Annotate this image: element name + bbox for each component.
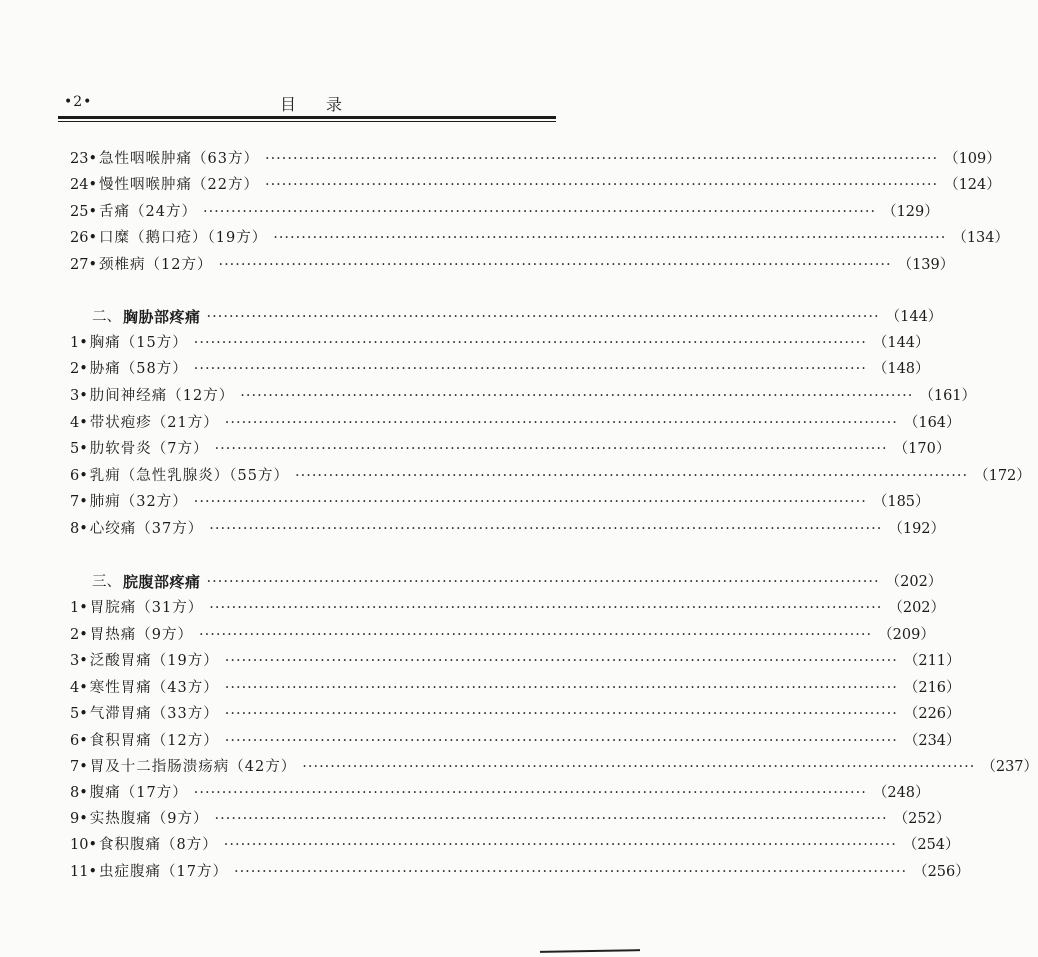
toc-entry bbox=[70, 834, 960, 856]
bullet-dot: • bbox=[79, 706, 88, 722]
entry-number: 10 bbox=[70, 837, 89, 853]
entry-number: 3 bbox=[70, 388, 80, 404]
toc-entry bbox=[70, 518, 946, 540]
page-ref: （252） bbox=[893, 811, 951, 827]
toc-entry bbox=[70, 438, 951, 460]
leader-dots: ························································································································ bbox=[240, 388, 914, 404]
leader-dots: ························································································································ bbox=[224, 680, 898, 696]
entry-number: 1 bbox=[70, 600, 80, 616]
toc-entry bbox=[70, 782, 930, 804]
entry-number: 5 bbox=[70, 441, 80, 457]
page-ref: （211） bbox=[903, 653, 961, 669]
entry-number: 11 bbox=[70, 864, 89, 880]
bullet-dot: • bbox=[79, 335, 88, 351]
page-header bbox=[60, 92, 554, 116]
entry-title: 胃及十二指肠溃疡病（42方） bbox=[89, 759, 297, 775]
entry-number: 6 bbox=[70, 468, 80, 484]
footer-rule bbox=[540, 949, 640, 953]
entry-number: 2 bbox=[70, 361, 80, 377]
page-ref: （202） bbox=[885, 574, 943, 590]
bullet-dot: • bbox=[79, 415, 88, 431]
section-number: 三、 bbox=[92, 574, 121, 590]
entry-title: 泛酸胃痛（19方） bbox=[89, 653, 219, 669]
entry-number: 9 bbox=[70, 811, 80, 827]
entry-title: 心绞痛（37方） bbox=[89, 521, 204, 537]
bullet-dot: • bbox=[79, 521, 88, 537]
entry-number: 1 bbox=[70, 335, 80, 351]
entry-number: 5 bbox=[70, 706, 80, 722]
entry-title: 肺痈（32方） bbox=[89, 494, 188, 510]
entry-title: 肋间神经痛（12方） bbox=[89, 388, 235, 404]
entry-title: 颈椎病（12方） bbox=[99, 257, 213, 273]
entry-number: 6 bbox=[70, 733, 80, 749]
leader-dots: ························································································································ bbox=[264, 151, 939, 167]
page-ref: （185） bbox=[872, 494, 930, 510]
page-ref: （256） bbox=[913, 864, 970, 880]
leader-dots: ························································································································ bbox=[206, 574, 880, 590]
page-ref: （144） bbox=[885, 309, 943, 325]
bullet-dot: • bbox=[79, 468, 88, 484]
bullet-dot: • bbox=[79, 361, 88, 377]
toc-entry bbox=[70, 465, 1031, 487]
entry-title: 急性咽喉肿痛（63方） bbox=[99, 151, 259, 167]
toc-entry bbox=[70, 624, 935, 646]
leader-dots: ························································································································ bbox=[214, 441, 888, 457]
toc-entry bbox=[70, 148, 1001, 170]
bullet-dot: • bbox=[88, 837, 98, 853]
entry-title: 口糜（鹅口疮）（19方） bbox=[99, 230, 268, 246]
entry-title: 慢性咽喉肿痛（22方） bbox=[99, 177, 259, 193]
entry-title: 胃热痛（9方） bbox=[89, 627, 194, 643]
leader-dots: ························································································································ bbox=[193, 785, 867, 801]
toc-entry bbox=[70, 677, 961, 699]
entry-title: 虫症腹痛（17方） bbox=[99, 864, 228, 880]
toc-entry bbox=[70, 358, 930, 380]
toc-entry bbox=[70, 174, 1001, 196]
entry-title: 乳痈（急性乳腺炎）（55方） bbox=[89, 468, 289, 484]
leader-dots: ························································································································ bbox=[193, 494, 867, 510]
bullet-dot: • bbox=[79, 441, 88, 457]
entry-number: 26 bbox=[70, 230, 89, 246]
leader-dots: ························································································································ bbox=[224, 653, 898, 669]
entry-number: 8 bbox=[70, 785, 80, 801]
toc-entry bbox=[70, 227, 1010, 249]
header-rule-thick bbox=[58, 116, 556, 119]
section-title: 脘腹部疼痛 bbox=[123, 573, 201, 591]
leader-dots: ························································································································ bbox=[224, 706, 898, 722]
page-ref: （144） bbox=[872, 335, 930, 351]
toc-entry bbox=[70, 650, 961, 672]
bullet-dot: • bbox=[79, 388, 88, 404]
page-ref: （216） bbox=[903, 680, 961, 696]
entry-title: 带状疱疹（21方） bbox=[89, 415, 219, 431]
page-ref: （139） bbox=[897, 257, 955, 273]
leader-dots: ························································································································ bbox=[206, 309, 880, 325]
page-ref: （248） bbox=[872, 785, 930, 801]
header-rule-thin bbox=[58, 121, 556, 122]
page-ref: （237） bbox=[981, 759, 1038, 775]
bullet-dot: • bbox=[79, 733, 88, 749]
entry-number: 24 bbox=[70, 177, 89, 193]
entry-title: 气滞胃痛（33方） bbox=[89, 706, 219, 722]
entry-title: 腹痛（17方） bbox=[89, 785, 188, 801]
bullet-dot: • bbox=[79, 759, 88, 775]
entry-number: 27 bbox=[70, 257, 89, 273]
leader-dots: ························································································································ bbox=[218, 257, 892, 273]
toc-entry bbox=[70, 730, 961, 752]
entry-title: 胃脘痛（31方） bbox=[89, 600, 204, 616]
leader-dots: ························································································································ bbox=[193, 335, 867, 351]
entry-number: 4 bbox=[70, 415, 80, 431]
page-ref: （209） bbox=[878, 627, 935, 643]
toc-entry bbox=[70, 808, 951, 830]
entry-number: 7 bbox=[70, 494, 80, 510]
leader-dots: ························································································································ bbox=[233, 864, 908, 880]
toc-entry bbox=[70, 332, 930, 354]
entry-number: 25 bbox=[70, 204, 89, 220]
leader-dots: ························································································································ bbox=[302, 759, 976, 775]
bullet-dot: • bbox=[79, 600, 88, 616]
entry-title: 食积胃痛（12方） bbox=[89, 733, 219, 749]
toc-entry bbox=[70, 385, 977, 407]
leader-dots: ························································································································ bbox=[223, 837, 897, 853]
toc-entry bbox=[70, 201, 939, 223]
bullet-dot: • bbox=[79, 680, 88, 696]
section-number: 二、 bbox=[92, 309, 121, 325]
page-title: 目录 bbox=[280, 95, 373, 114]
toc-entry bbox=[70, 597, 946, 619]
section-title: 胸胁部疼痛 bbox=[123, 308, 201, 326]
entry-title: 胸痛（15方） bbox=[89, 335, 188, 351]
leader-dots: ························································································································ bbox=[209, 521, 883, 537]
leader-dots: ························································································································ bbox=[224, 733, 898, 749]
page-number: •2• bbox=[64, 94, 93, 110]
page-ref: （254） bbox=[902, 837, 960, 853]
leader-dots: ························································································································ bbox=[209, 600, 883, 616]
leader-dots: ························································································································ bbox=[273, 230, 947, 246]
toc-entry bbox=[70, 756, 1038, 778]
entry-number: 23 bbox=[70, 151, 89, 167]
page-ref: （109） bbox=[944, 151, 1001, 167]
toc-entry bbox=[70, 491, 930, 513]
leader-dots: ························································································································ bbox=[193, 361, 867, 377]
leader-dots: ························································································································ bbox=[295, 468, 969, 484]
page-ref: （226） bbox=[903, 706, 961, 722]
bullet-dot: • bbox=[79, 785, 88, 801]
bullet-dot: • bbox=[79, 811, 88, 827]
page-ref: （202） bbox=[888, 600, 946, 616]
entry-title: 肋软骨炎（7方） bbox=[89, 441, 209, 457]
bullet-dot: • bbox=[88, 230, 98, 246]
entry-title: 舌痛（24方） bbox=[99, 204, 197, 220]
page-ref: （134） bbox=[952, 230, 1010, 246]
entry-title: 胁痛（58方） bbox=[89, 361, 188, 377]
entry-title: 食积腹痛（8方） bbox=[99, 837, 218, 853]
leader-dots: ························································································································ bbox=[264, 177, 939, 193]
entry-number: 7 bbox=[70, 759, 80, 775]
bullet-dot: • bbox=[79, 627, 88, 643]
page-ref: （172） bbox=[974, 468, 1031, 484]
toc-entry bbox=[70, 861, 970, 883]
bullet-dot: • bbox=[88, 204, 98, 220]
leader-dots: ························································································································ bbox=[224, 415, 898, 431]
toc-entry bbox=[70, 412, 961, 434]
entry-title: 寒性胃痛（43方） bbox=[89, 680, 219, 696]
entry-number: 8 bbox=[70, 521, 80, 537]
page-ref: （170） bbox=[893, 441, 951, 457]
page-ref: （161） bbox=[919, 388, 977, 404]
leader-dots: ························································································································ bbox=[199, 627, 873, 643]
page-ref: （124） bbox=[944, 177, 1001, 193]
bullet-dot: • bbox=[88, 151, 98, 167]
toc-section bbox=[92, 571, 943, 593]
leader-dots: ························································································································ bbox=[214, 811, 888, 827]
toc-entry bbox=[70, 703, 961, 725]
entry-number: 2 bbox=[70, 627, 80, 643]
bullet-dot: • bbox=[88, 177, 98, 193]
leader-dots: ························································································································ bbox=[202, 204, 877, 220]
bullet-dot: • bbox=[79, 494, 88, 510]
page-ref: （164） bbox=[903, 415, 961, 431]
bullet-dot: • bbox=[79, 653, 88, 669]
entry-number: 4 bbox=[70, 680, 80, 696]
toc-entry bbox=[70, 254, 955, 276]
bullet-dot: • bbox=[88, 257, 98, 273]
toc-section bbox=[92, 306, 943, 328]
page-ref: （192） bbox=[888, 521, 946, 537]
page-ref: （234） bbox=[903, 733, 961, 749]
bullet-dot: • bbox=[88, 864, 98, 880]
page-ref: （129） bbox=[882, 204, 939, 220]
page-ref: （148） bbox=[872, 361, 930, 377]
entry-title: 实热腹痛（9方） bbox=[89, 811, 209, 827]
entry-number: 3 bbox=[70, 653, 80, 669]
